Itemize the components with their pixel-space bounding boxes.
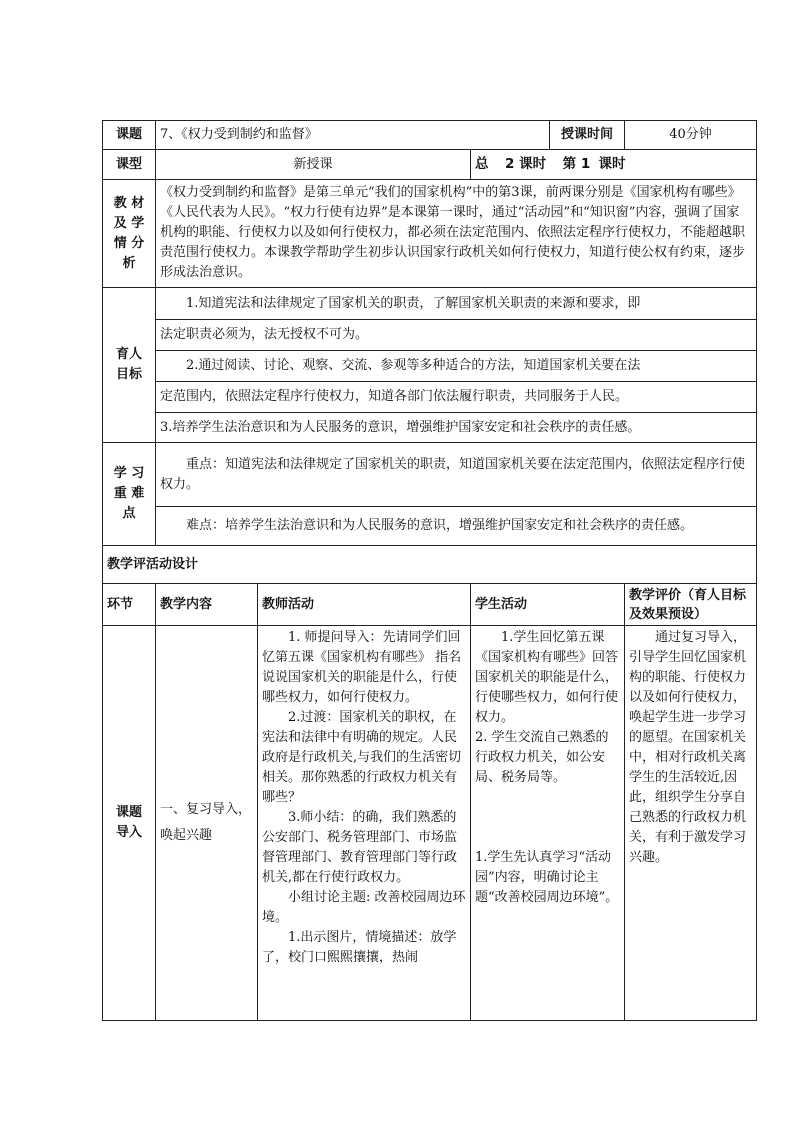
analysis-label-line: 教 材 (113, 195, 145, 211)
col-student: 学生活动 (471, 584, 625, 626)
goal-1a: 1.知道宪法和法律规定了国家机关的职责，了解国家机关职责的来源和要求，即 (156, 288, 757, 320)
type-value: 新授课 (156, 150, 471, 180)
total-value: 2 课时 (505, 156, 547, 172)
student-para: 2. 学生交流自己熟悉的行政权力机关，如公安局、税务局等。 (475, 730, 609, 785)
keypoints-label (103, 443, 156, 546)
analysis-label (103, 180, 156, 288)
time-label: 授课时间 (550, 121, 625, 150)
analysis-text: 《权力受到制约和监督》是第三单元“我们的国家机构”中的第3课，前两课分别是《国家机构有哪些》《人民代表为人民》。“权力行使有边界”是本课第一课时，通过“活动园”和“知识窗”内容，强调了国家机构的职能、行使权力以及如何行使权力，都必须在法定范围内、依照法定程序行使权力，不能超越职责范围行使权力。本课教学帮助学生初步认识国家行政机关如何行使权力，知道行使公权有约束，逐步形成法治意识。 (156, 180, 757, 288)
col-stage: 环节 (103, 584, 156, 626)
teacher-para: 2.过渡：国家机关的职权，在宪法和法律中有明确的规定。人民政府是行政机关,与我们的生活密切相关。那你熟悉的行政权力机关有哪些？ (262, 710, 462, 805)
stage-line: 课题 (115, 805, 142, 820)
goal-2b: 定范围内，依照法定程序行使权力，知道各部门依法履行职责，共同服务于人民。 (156, 382, 757, 413)
teacher-para: 3.师小结：的确，我们熟悉的公安部门、税务管理部门、市场监督管理部门、教育管理部门等行政机关,都在行使行政权力。 (262, 810, 458, 885)
student-para: 1.学生回忆第五课《国家机构有哪些》回答国家机关的职能是什么，行使哪些权力，如何行使权力。 (475, 630, 619, 725)
col-teacher: 教师活动 (258, 584, 471, 626)
col-evaluation: 教学评价（育人目标及效果预设） (625, 584, 757, 626)
goals-label-line: 育人 (115, 347, 142, 362)
teacher-activity (258, 626, 471, 1021)
analysis-label-line: 析 (122, 255, 136, 271)
seq-label: 第 1 (562, 156, 591, 172)
content-line: 唤起兴趣 (160, 828, 213, 843)
design-section-title: 教学评活动设计 (103, 546, 757, 584)
key-point: 重点：知道宪法和法律规定了国家机关的职责，知道国家机关要在法定范围内，依照法定程序行使权力。 (156, 443, 757, 507)
goals-label-line: 目标 (115, 367, 142, 382)
teacher-para: 小组讨论主题: 改善校园周边环境。 (262, 890, 466, 925)
keypoints-label-line: 点 (122, 506, 136, 521)
teacher-para: 1. 师提问导入：先请同学们回忆第五课《国家机构有哪些》 指名说说国家机关的职能是什么，行使哪些权力，如何行使权力。 (262, 630, 462, 705)
stage-line: 导入 (115, 825, 142, 840)
teacher-para: 1.出示图片，情境描述：放学了，校门口熙熙攘攘，热闹 (262, 930, 457, 965)
title-label: 课题 (103, 121, 156, 150)
keypoints-label-line: 重 难 (113, 486, 145, 501)
period-info (471, 150, 757, 180)
goal-1b: 法定职责必须为，法无授权不可为。 (156, 320, 757, 351)
student-spacer (475, 788, 620, 848)
stage-cell (103, 626, 156, 1021)
content-cell (156, 626, 258, 1021)
total-label: 总 (475, 156, 489, 172)
goal-3: 3.培养学生法治意识和为人民服务的意识，增强维护国家安定和社会秩序的责任感。 (156, 413, 757, 443)
goals-label (103, 288, 156, 443)
student-activity (471, 626, 625, 1021)
student-para: 1.学生先认真学习“活动园”内容，明确讨论主题“改善校园周边环境”。 (475, 850, 619, 905)
keypoints-label-line: 学 习 (113, 466, 145, 481)
difficult-point: 难点：培养学生法治意识和为人民服务的意识，增强维护国家安定和社会秩序的责任感。 (156, 507, 757, 546)
analysis-label-line: 及 学 (113, 215, 145, 231)
lesson-plan-table (102, 120, 757, 1021)
evaluation-cell: 通过复习导入，引导学生回忆国家机构的职能、行使权力以及如何行使权力，唤起学生进一步学习的愿望。在国家机关中，相对行政机关离学生的生活较近,因此，组织学生分享自己熟悉的行政权力机关，有利于激发学习兴趣。 (625, 626, 757, 1021)
analysis-label-line: 情 分 (113, 235, 145, 251)
seq-unit: 课时 (598, 156, 626, 172)
goal-2a: 2.通过阅读、讨论、观察、交流、参观等多种适合的方法，知道国家机关要在法 (156, 351, 757, 382)
content-line: 一、复习导入， (160, 802, 252, 817)
type-label: 课型 (103, 150, 156, 180)
lesson-title: 7、《权力受到制约和监督》 (156, 121, 550, 150)
time-value: 40分钟 (625, 121, 757, 150)
col-content: 教学内容 (156, 584, 258, 626)
